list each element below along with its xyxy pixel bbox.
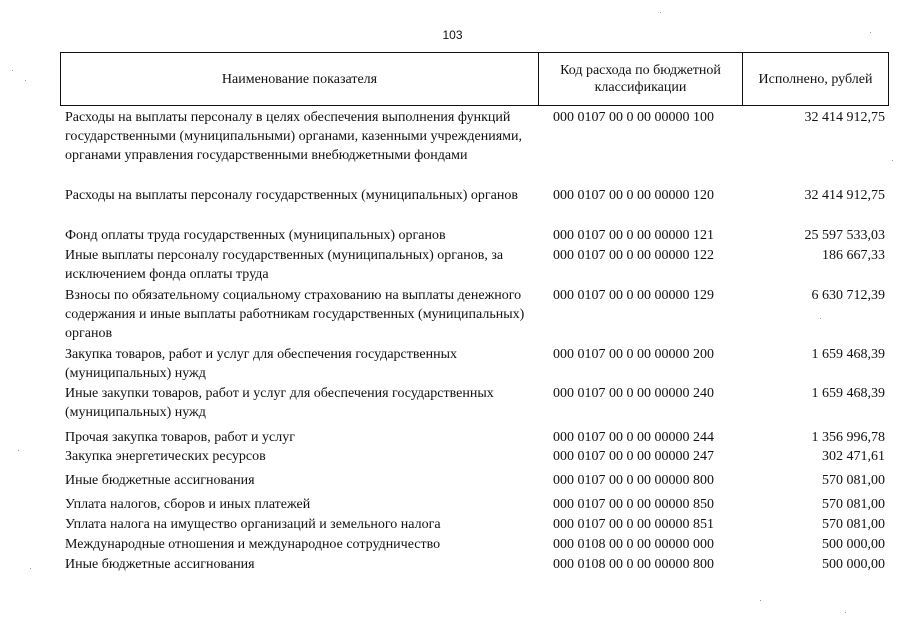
row-name: Расходы на выплаты персоналу государственных (муниципальных) органов [65, 188, 518, 203]
row-code: 000 0107 00 0 00 00000 800 [553, 473, 714, 488]
row-sum: 32 414 912,75 [804, 110, 885, 125]
scan-speck [18, 450, 19, 451]
row-sum: 500 000,00 [822, 537, 885, 552]
row-sum: 500 000,00 [822, 557, 885, 572]
row-code: 000 0107 00 0 00 00000 200 [553, 347, 714, 362]
header-name: Наименование показателя [61, 53, 539, 105]
row-sum: 186 667,33 [822, 248, 885, 263]
header-code: Код расхода по бюджетной классификации [539, 53, 743, 105]
scan-speck [845, 612, 846, 613]
row-name: Иные бюджетные ассигнования [65, 473, 255, 488]
row-name: Взносы по обязательному социальному страхованию на выплаты денежного содержания и иные выплаты работникам государственных (муниципальных) органов [65, 288, 525, 341]
scan-speck [25, 80, 26, 81]
row-code: 000 0107 00 0 00 00000 122 [553, 248, 714, 263]
page-number: 103 [442, 28, 463, 42]
scan-speck [30, 568, 31, 569]
row-sum: 32 414 912,75 [804, 188, 885, 203]
header-sum: Исполнено, рублей [758, 71, 873, 87]
row-code: 000 0107 00 0 00 00000 244 [553, 430, 714, 445]
row-code: 000 0108 00 0 00 00000 800 [553, 557, 714, 572]
row-code: 000 0107 00 0 00 00000 129 [553, 288, 714, 303]
row-sum: 570 081,00 [822, 473, 885, 488]
row-code: 000 0107 00 0 00 00000 100 [553, 110, 714, 125]
row-name: Закупка энергетических ресурсов [65, 449, 266, 464]
row-name: Расходы на выплаты персоналу в целях обеспечения выполнения функций государственными (муниципальными) органами, казенными учреждениями, органами управления государственными внебюджетными фондами [65, 110, 522, 163]
scan-speck [12, 70, 13, 71]
row-code: 000 0108 00 0 00 00000 000 [553, 537, 714, 552]
row-name: Прочая закупка товаров, работ и услуг [65, 430, 295, 445]
scan-speck [892, 160, 893, 161]
row-sum: 25 597 533,03 [804, 228, 885, 243]
row-name: Закупка товаров, работ и услуг для обеспечения государственных (муниципальных) нужд [65, 347, 458, 381]
row-code: 000 0107 00 0 00 00000 851 [553, 517, 714, 532]
row-sum: 6 630 712,39 [811, 288, 885, 303]
row-name: Уплата налогов, сборов и иных платежей [65, 497, 311, 512]
row-code: 000 0107 00 0 00 00000 850 [553, 497, 714, 512]
row-sum: 1 356 996,78 [811, 430, 885, 445]
scan-speck [660, 12, 661, 13]
row-sum: 570 081,00 [822, 497, 885, 512]
row-code: 000 0107 00 0 00 00000 247 [553, 449, 714, 464]
row-sum: 302 471,61 [822, 449, 885, 464]
scan-speck [870, 32, 871, 33]
row-name: Иные закупки товаров, работ и услуг для обеспечения государственных (муниципальных) нужд [65, 386, 494, 420]
scan-speck [820, 318, 821, 319]
row-code: 000 0107 00 0 00 00000 120 [553, 188, 714, 203]
row-name: Иные выплаты персоналу государственных (муниципальных) органов, за исключением фонда оплаты труда [65, 248, 504, 282]
row-sum: 570 081,00 [822, 517, 885, 532]
row-name: Уплата налога на имущество организаций и земельного налога [65, 517, 441, 532]
row-sum: 1 659 468,39 [811, 347, 885, 362]
row-name: Иные бюджетные ассигнования [65, 557, 255, 572]
row-code: 000 0107 00 0 00 00000 121 [553, 228, 714, 243]
row-name: Международные отношения и международное сотрудничество [65, 537, 441, 552]
row-name: Фонд оплаты труда государственных (муниципальных) органов [65, 228, 446, 243]
scan-speck [760, 600, 761, 601]
row-code: 000 0107 00 0 00 00000 240 [553, 386, 714, 401]
row-sum: 1 659 468,39 [811, 386, 885, 401]
